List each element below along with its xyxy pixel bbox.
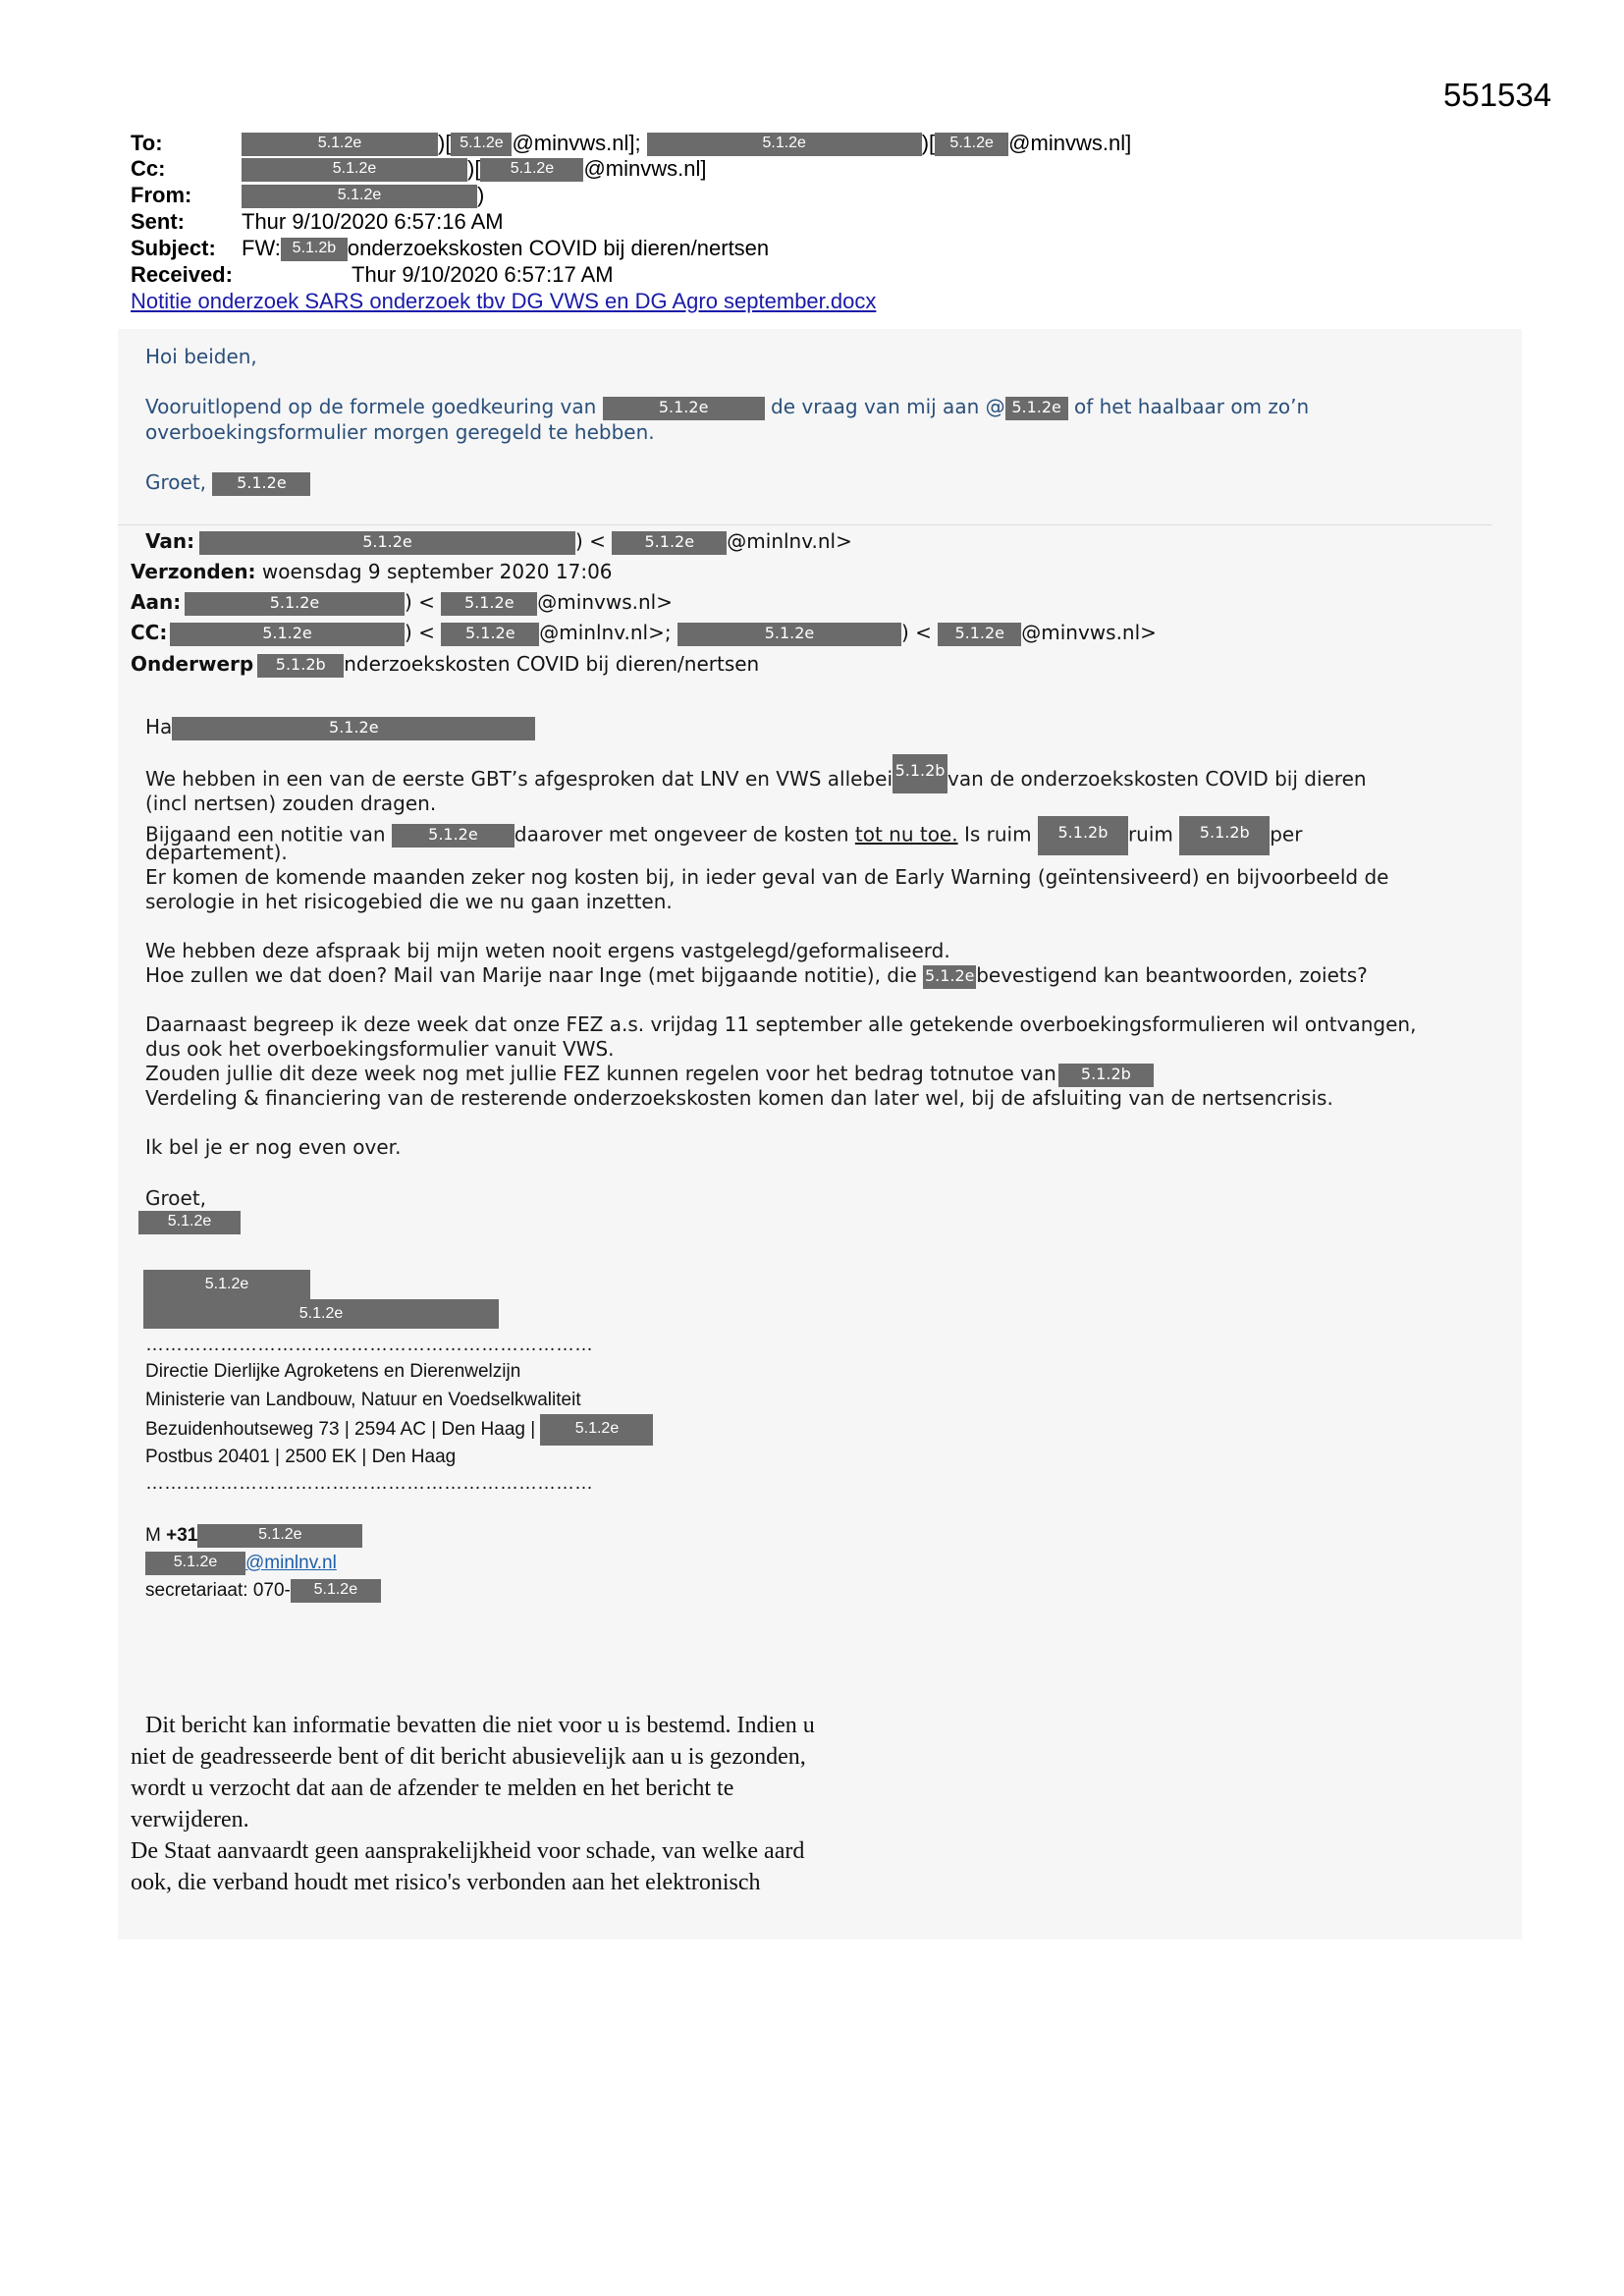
redaction-box: 5.1.2e <box>242 185 477 208</box>
redaction-box: 5.1.2e <box>143 1299 499 1329</box>
redaction-box: 5.1.2e <box>935 133 1008 156</box>
disclaimer-line-2: niet de geadresseerde bent of dit bericht abusievelijk aan u is gezonden, <box>131 1744 806 1770</box>
redaction-box: 5.1.2e <box>392 824 514 847</box>
redaction-box: 5.1.2b <box>281 238 348 261</box>
body-text: ruim <box>1127 822 1173 847</box>
forwarded-van <box>145 526 194 557</box>
redaction-box: 5.1.2e <box>612 531 727 555</box>
to-domain: @minvws.nl]; <box>512 131 641 155</box>
redaction-box: 5.1.2e <box>199 531 575 555</box>
cc-lt: ) < <box>405 621 435 644</box>
sent-row <box>131 209 185 235</box>
sent-label: Sent: <box>131 209 185 234</box>
body-p3-a: Er komen de komende maanden zeker nog kosten bij, in ieder geval van de Early Warning (geïntensiveerd) en bijvoorbeeld de <box>145 865 1389 889</box>
redaction-box: 5.1.2e <box>185 592 405 616</box>
verzonden-value: woensdag 9 september 2020 17:06 <box>261 560 613 583</box>
body-text: Hoe zullen we dat doen? Mail van Marije naar Inge (met bijgaande notitie), die <box>145 963 917 987</box>
onderwerp-label: Onderwerp <box>131 652 254 676</box>
redaction-box: 5.1.2e <box>145 1552 245 1575</box>
signature-line-1: Directie Dierlijke Agroketens en Dierenwelzijn <box>145 1361 521 1382</box>
body-closing: Groet, <box>145 1186 207 1210</box>
redaction-box: 5.1.2e <box>143 1270 310 1299</box>
redaction-box: 5.1.2e <box>1005 397 1068 420</box>
email-link[interactable]: @minlnv.nl <box>245 1553 337 1573</box>
from-values <box>242 183 484 208</box>
to-label: To: <box>131 131 163 155</box>
redaction-box: 5.1.2e <box>677 623 901 646</box>
redaction-box: 5.1.2e <box>923 965 976 989</box>
disclaimer-line-1: Dit bericht kan informatie bevatten die niet voor u is bestemd. Indien u <box>145 1713 815 1738</box>
redaction-box: 5.1.2e <box>172 717 535 740</box>
reply-text: de vraag van mij aan @ <box>771 395 1005 418</box>
body-p5-d: Verdeling & financiering van de resterende onderzoekskosten komen dan later wel, bij de afsluiting van de nertsencrisis. <box>145 1086 1333 1110</box>
signature-line-2: Ministerie van Landbouw, Natuur en Voedselkwaliteit <box>145 1390 581 1410</box>
ha-text: Ha <box>145 715 173 738</box>
signature-line-4: Postbus 20401 | 2500 EK | Den Haag <box>145 1447 457 1467</box>
attachment-link[interactable]: Notitie onderzoek SARS onderzoek tbv DG VWS en DG Agro september.docx <box>131 289 877 313</box>
body-text: We hebben in een van de eerste GBT’s afgesproken dat LNV en VWS allebei <box>145 767 893 791</box>
redaction-box: 5.1.2e <box>938 623 1021 646</box>
subject-row <box>131 236 216 261</box>
received-row <box>131 262 233 288</box>
body-text: van de onderzoekskosten COVID bij dieren <box>947 767 1367 791</box>
subject-label: Subject: <box>131 236 216 260</box>
disclaimer-line-3: wordt u verzocht dat aan de afzender te melden en het bericht te <box>131 1776 734 1801</box>
reply-line-2: overboekingsformulier morgen geregeld te hebben. <box>145 420 655 444</box>
redaction-box: 5.1.2e <box>291 1579 381 1603</box>
redaction-box: 5.1.2e <box>441 592 537 616</box>
onderwerp-value: nderzoekskosten COVID bij dieren/nertsen <box>344 652 760 676</box>
redaction-box: 5.1.2b <box>1179 816 1270 855</box>
van-lt: ) < <box>575 529 606 553</box>
disclaimer-line-4: verwijderen. <box>131 1807 249 1832</box>
to-row <box>131 131 163 156</box>
van-domain: @minlnv.nl> <box>727 529 852 553</box>
cc-label-fwd: CC: <box>131 621 168 644</box>
body-p3-b: serologie in het risicogebied die we nu gaan inzetten. <box>145 890 673 913</box>
forwarded-aan-values <box>185 587 673 618</box>
aan-lt: ) < <box>405 590 435 614</box>
signature-dots: ……………………………………………………………… <box>145 1335 593 1355</box>
subject-value <box>242 236 769 261</box>
document-number: 551534 <box>1443 77 1552 113</box>
forwarded-verzonden <box>131 557 613 587</box>
secretariaat-text: secretariaat: 070- <box>145 1580 291 1601</box>
body-p5-b: dus ook het overboekingsformulier vanuit VWS. <box>145 1037 615 1061</box>
closing-name-redaction <box>138 1211 241 1234</box>
received-value: Thur 9/10/2020 6:57:17 AM <box>352 262 614 287</box>
reply-text: of het haalbaar om zo’n <box>1073 395 1310 418</box>
from-close: ) <box>477 183 485 207</box>
redaction-box: 5.1.2e <box>242 158 467 182</box>
redaction-box: 5.1.2e <box>242 133 438 156</box>
body-text: daarover met ongeveer de kosten <box>514 822 849 847</box>
signature-line-3 <box>145 1414 653 1446</box>
body-p5-c <box>145 1062 1154 1087</box>
to-domain: @minvws.nl] <box>1008 131 1132 155</box>
mobile-label: M <box>145 1525 161 1546</box>
body-p1-a <box>145 760 1367 793</box>
body-p4-b <box>145 963 1368 989</box>
aan-label: Aan: <box>131 590 182 614</box>
redaction-box: 5.1.2e <box>647 133 922 156</box>
subject-text: onderzoekskosten COVID bij dieren/nertsen <box>347 236 770 260</box>
disclaimer-line-6: ook, die verband houdt met risico's verbonden aan het elektronisch <box>131 1870 761 1895</box>
forwarded-cc <box>131 618 167 648</box>
sent-value: Thur 9/10/2020 6:57:16 AM <box>242 209 504 234</box>
verzonden-label: Verzonden: <box>131 560 256 583</box>
body-text: per <box>1270 822 1303 847</box>
redaction-box: 5.1.2b <box>257 654 344 678</box>
redaction-box: 5.1.2e <box>212 472 310 496</box>
signature-dots-2: ……………………………………………………………… <box>145 1473 593 1494</box>
body-text: Is ruim <box>963 822 1032 847</box>
redaction-box: 5.1.2e <box>197 1524 362 1548</box>
cc-domain-1: @minlnv.nl>; <box>539 621 672 644</box>
redaction-box: 5.1.2e <box>480 158 583 182</box>
body-p4-a: We hebben deze afspraak bij mijn weten nooit ergens vastgelegd/geformaliseerd. <box>145 939 950 962</box>
divider <box>118 524 1492 525</box>
cc-domain-2: @minvws.nl> <box>1021 621 1157 644</box>
reply-line-1 <box>145 394 1309 420</box>
signature-secretariaat <box>145 1576 381 1605</box>
cc-domain: @minvws.nl] <box>583 156 707 181</box>
cc-label: Cc: <box>131 156 166 181</box>
redaction-box: 5.1.2e <box>138 1211 241 1234</box>
forwarded-cc-values <box>170 618 1157 648</box>
redaction-box: 5.1.2b <box>1038 816 1128 855</box>
signature-email <box>145 1549 337 1577</box>
redaction-box: 5.1.2e <box>441 623 539 646</box>
redaction-box: 5.1.2e <box>603 397 765 420</box>
redaction-box: 5.1.2b <box>1058 1064 1154 1087</box>
cc-lt: ) < <box>900 621 932 644</box>
to-values: 5.1.2e )[ 5.1.2e @minvws.nl]; 5.1.2e )[ 5.1.2e @minvws.nl] <box>242 131 1131 156</box>
redaction-box: 5.1.2e <box>170 623 405 646</box>
body-p2-f: departement). <box>145 841 288 864</box>
forwarded-van-values <box>199 526 852 557</box>
reply-greeting: Hoi beiden, <box>145 345 257 368</box>
body-text: bevestigend kan beantwoorden, zoiets? <box>976 963 1368 987</box>
signature-mobile <box>145 1521 362 1550</box>
cc-row <box>131 156 165 182</box>
reply-closing <box>145 469 310 496</box>
underlined-text: tot nu toe. <box>854 822 958 847</box>
from-label: From: <box>131 183 192 207</box>
van-label: Van: <box>145 529 195 553</box>
body-text: Zouden jullie dit deze week nog met jullie FEZ kunnen regelen voor het bedrag totnutoe van <box>145 1062 1056 1085</box>
received-label: Received: <box>131 262 233 287</box>
body-p2-a <box>145 816 1302 855</box>
aan-domain: @minvws.nl> <box>537 590 673 614</box>
body-p5-a: Daarnaast begreep ik deze week dat onze FEZ a.s. vrijdag 11 september alle getekende overboekingsformulieren wil ontvangen, <box>145 1012 1417 1036</box>
signature-title-redaction <box>143 1299 499 1329</box>
from-row <box>131 183 191 208</box>
reply-text: Vooruitlopend op de formele goedkeuring van <box>145 395 597 418</box>
signature-name-redaction <box>143 1270 310 1299</box>
disclaimer-line-5: De Staat aanvaardt geen aansprakelijkheid voor schade, van welke aard <box>131 1838 805 1864</box>
closing-text: Groet, <box>145 470 207 494</box>
forwarded-onderwerp <box>131 649 759 680</box>
address-text: Bezuidenhoutseweg 73 | 2594 AC | Den Haag | <box>145 1419 536 1441</box>
forwarded-aan <box>131 587 181 618</box>
cc-values: 5.1.2e )[ 5.1.2e @minvws.nl] <box>242 156 706 182</box>
body-ha <box>145 715 535 740</box>
redaction-box: 5.1.2b <box>893 754 947 793</box>
redaction-box: 5.1.2e <box>540 1414 653 1446</box>
body-p1-c: (incl nertsen) zouden dragen. <box>145 792 437 815</box>
body-p6: Ik bel je er nog even over. <box>145 1135 402 1159</box>
subject-prefix: FW: <box>242 236 281 260</box>
mobile-prefix: +31 <box>166 1525 198 1546</box>
redaction-box: 5.1.2e <box>451 133 512 156</box>
body-text: Bijgaand een notitie van <box>145 822 386 847</box>
